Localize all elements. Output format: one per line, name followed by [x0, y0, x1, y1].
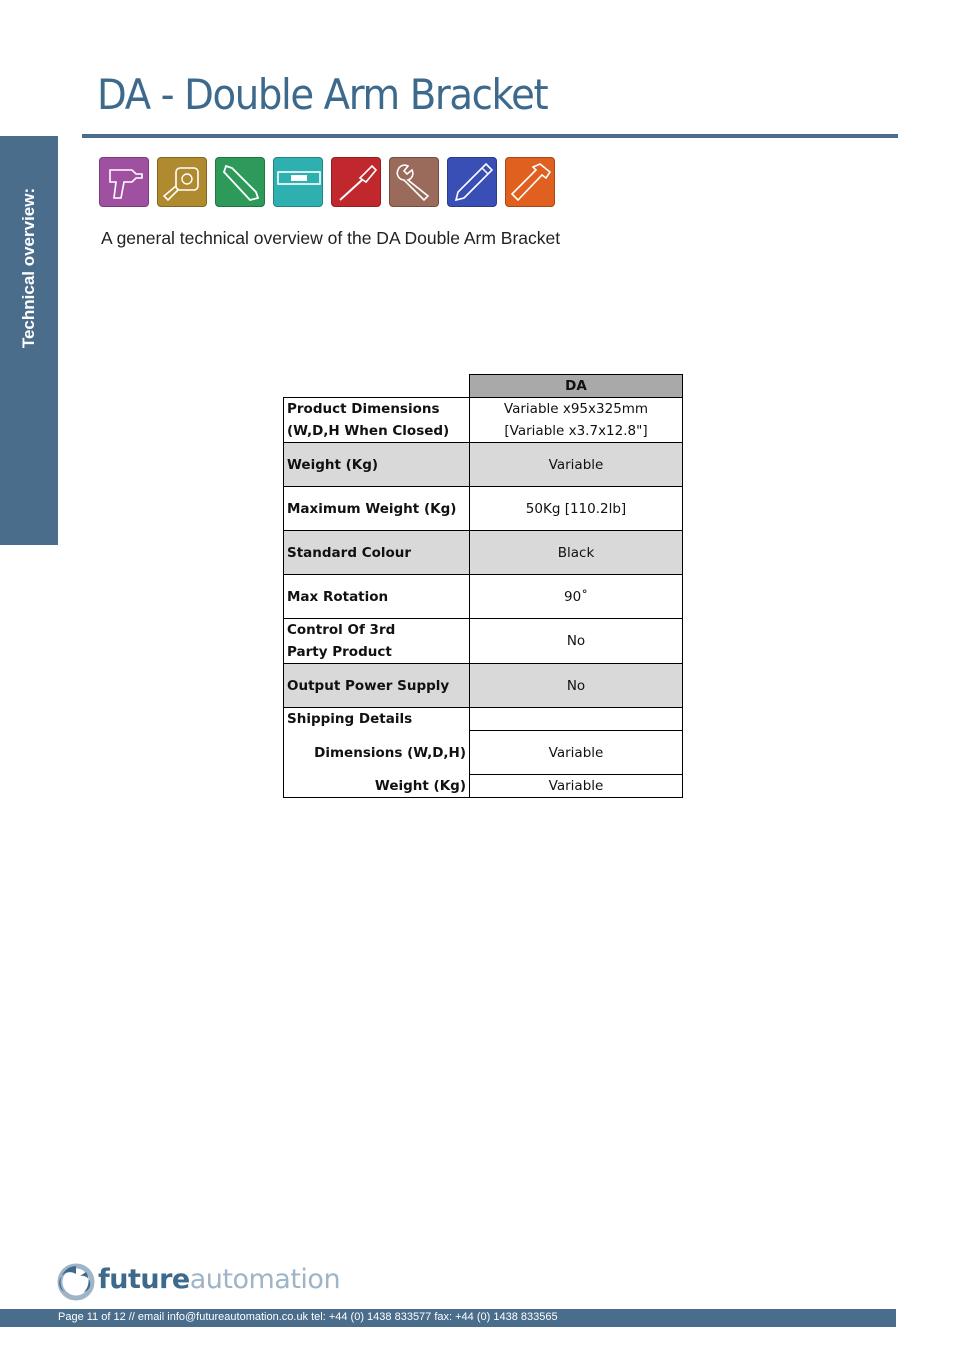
title-divider: [82, 134, 898, 138]
row-value-line: Variable x95x325mm: [503, 401, 649, 417]
row-value: 90˚: [470, 575, 683, 619]
row-value: 50Kg [110.2lb]: [470, 487, 683, 531]
row-label: [284, 398, 470, 443]
table-row: [284, 619, 683, 664]
logo-swirl-icon: [56, 1262, 96, 1302]
row-value: Black: [470, 531, 683, 575]
company-logo: [56, 1262, 341, 1302]
row-label-line: Party Product: [287, 644, 392, 660]
logo-wordmark: [98, 1264, 340, 1295]
wrench-icon: [389, 157, 439, 207]
table-corner: [284, 375, 470, 398]
column-header: DA: [470, 375, 683, 398]
row-label-line: Control Of 3rd: [287, 622, 396, 638]
row-label: Weight (Kg): [284, 443, 470, 487]
table-row: [284, 398, 683, 443]
allen-key-icon: [215, 157, 265, 207]
saw-icon: [505, 157, 555, 207]
logo-part-automation: automation: [189, 1264, 341, 1295]
table-row: [284, 775, 683, 798]
row-label-line: Product Dimensions: [287, 401, 440, 417]
shipping-label: Shipping Details: [284, 708, 470, 731]
shipping-dimensions-value: Variable: [470, 731, 683, 775]
row-value: No: [470, 664, 683, 708]
row-label: Output Power Supply: [284, 664, 470, 708]
table-row: [284, 575, 683, 619]
footer-bar: [0, 1309, 896, 1327]
row-value: [470, 398, 683, 443]
logo-part-future: future: [98, 1264, 190, 1295]
drill-icon: [99, 157, 149, 207]
spirit-level-icon: [273, 157, 323, 207]
pencil-icon: [447, 157, 497, 207]
row-value-line: [Variable x3.7x12.8"]: [504, 423, 648, 439]
table-row: [284, 531, 683, 575]
row-label: Maximum Weight (Kg): [284, 487, 470, 531]
tape-measure-icon: [157, 157, 207, 207]
table-row: [284, 487, 683, 531]
table-row: [284, 664, 683, 708]
shipping-dimensions-label: Dimensions (W,D,H): [284, 731, 470, 775]
row-label: Max Rotation: [284, 575, 470, 619]
shipping-value: [470, 708, 683, 731]
row-label: [284, 619, 470, 664]
row-value: Variable: [470, 443, 683, 487]
row-label: Standard Colour: [284, 531, 470, 575]
row-value: No: [470, 619, 683, 664]
table-row: [284, 443, 683, 487]
table-row: [284, 708, 683, 731]
screwdriver-icon: [331, 157, 381, 207]
intro-text: A general technical overview of the DA Double Arm Bracket: [101, 228, 561, 248]
row-label-line: (W,D,H When Closed): [287, 423, 450, 439]
footer-text: Page 11 of 12 // email info@futureautomation.co.uk tel: +44 (0) 1438 833577 fax: +44 (0) 1438 833565: [58, 1311, 558, 1323]
spec-table: [283, 374, 683, 798]
shipping-weight-label: Weight (Kg): [284, 775, 470, 798]
shipping-weight-value: Variable: [470, 775, 683, 798]
table-row: [284, 731, 683, 775]
page-title: DA - Double Arm Bracket: [97, 70, 548, 119]
side-tab-label: Technical overview:: [19, 187, 38, 349]
